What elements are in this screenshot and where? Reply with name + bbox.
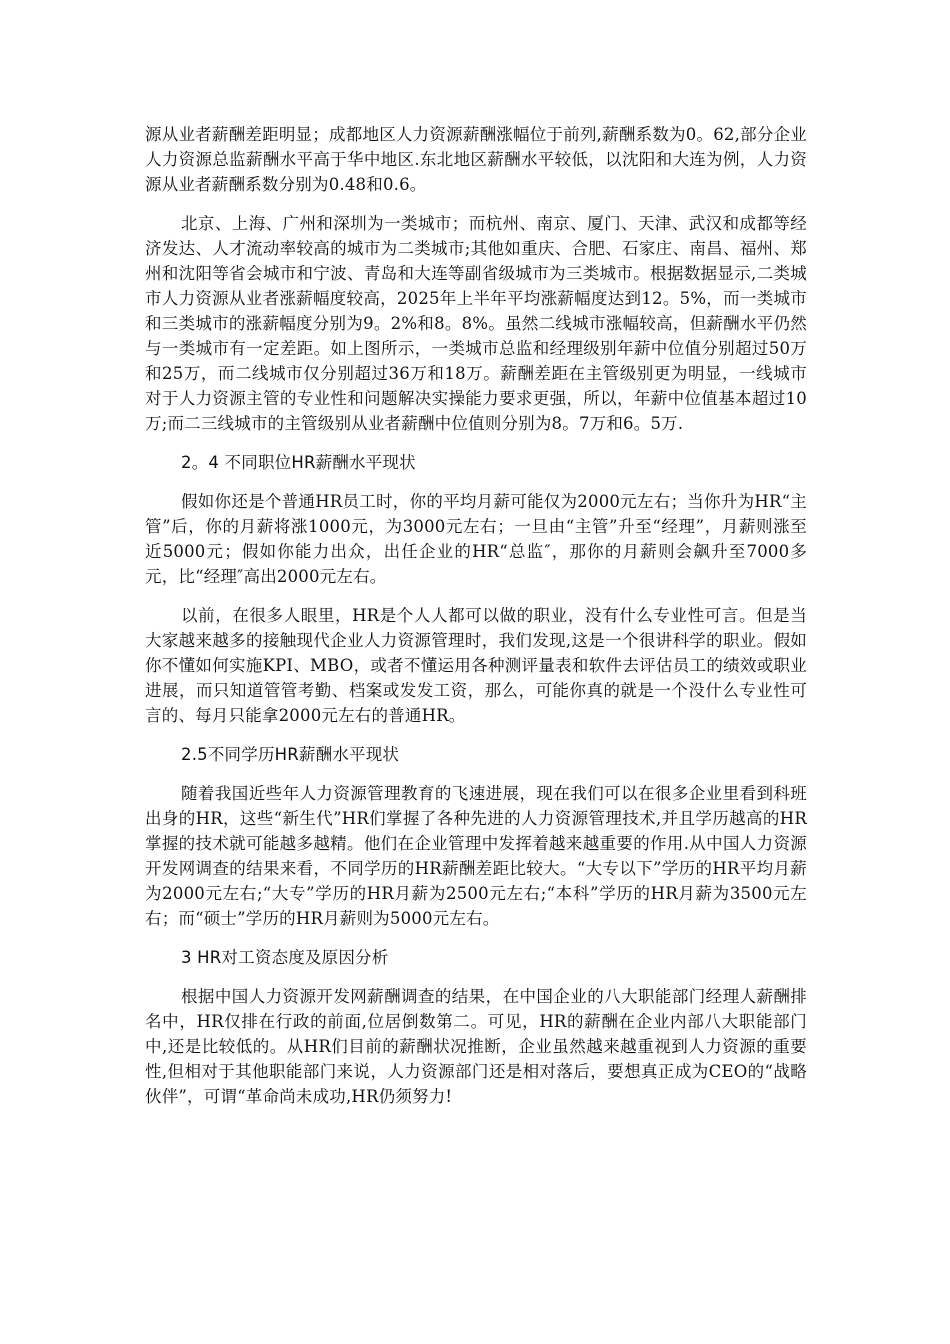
paragraph-3: 假如你还是个普通HR员工时，你的平均月薪可能仅为2000元左右；当你升为HR“主管”后，你的月薪将涨1000元，为3000元左右；一旦由“主管”升至“经理”，月薪则涨至近5000元；假如你能力出众，出任企业的HR“总监″，那你的月薪则会飙升至7000多元，比“经理″高出2000元左右。: [145, 492, 807, 586]
paragraph-2: 北京、上海、广州和深圳为一类城市；而杭州、南京、厦门、天津、武汉和成都等经济发达、人才流动率较高的城市为二类城市;其他如重庆、合肥、石家庄、南昌、福州、郑州和沈阳等省会城市和宁波、青岛和大连等副省级城市为三类城市。根据数据显示,二类城市人力资源从业者涨薪幅度较高，2025年上半年平均涨薪幅度达到12。5%，而一类城市和三类城市的涨薪幅度分别为9。2%和8。8%。虽然二线城市涨幅较高，但薪酬水平仍然与一类城市有一定差距。如上图所示，一类城市总监和经理级别年薪中位值分别超过50万和25万，而二线城市仅分别超过36万和18万。薪酬差距在主管级别更为明显，一线城市对于人力资源主管的专业性和问题解决实操能力要求更强，所以，年薪中位值基本超过10万;而二三线城市的主管级别从业者薪酬中位值则分别为8。7万和6。5万.: [145, 214, 807, 433]
document-page: [145, 122, 807, 1123]
paragraph-1: 源从业者薪酬差距明显；成都地区人力资源薪酬涨幅位于前列,薪酬系数为0。62,部分企业人力资源总监薪酬水平高于华中地区.东北地区薪酬水平较低，以沈阳和大连为例，人力资源从业者薪酬系数分别为0.48和0.6。: [145, 125, 807, 194]
paragraph-4: 以前，在很多人眼里，HR是个人人都可以做的职业，没有什么专业性可言。但是当大家越来越多的接触现代企业人力资源管理时，我们发现,这是一个很讲科学的职业。假如你不懂如何实施KPI、MBO，或者不懂运用各种测评量表和软件去评估员工的绩效或职业进展，而只知道管管考勤、档案或发发工资，那么，可能你真的就是一个没什么专业性可言的、每月只能拿2000元左右的普通HR。: [145, 606, 807, 725]
section-heading-3: 3 HR对工资态度及原因分析: [181, 948, 389, 967]
section-heading-2-4: 2。4 不同职位HR薪酬水平现状: [181, 453, 416, 472]
paragraph-6: 根据中国人力资源开发网薪酬调查的结果，在中国企业的八大职能部门经理人薪酬排名中，HR仅排在行政的前面,位居倒数第二。可见，HR的薪酬在企业内部八大职能部门中,还是比较低的。从HR们目前的薪酬状况推断，企业虽然越来越重视到人力资源的重要性,但相对于其他职能部门来说，人力资源部门还是相对落后，要想真正成为CEO的“战略伙伴”，可谓“革命尚未成功,HR仍须努力!: [145, 987, 807, 1106]
paragraph-5: 随着我国近些年人力资源管理教育的飞速进展，现在我们可以在很多企业里看到科班出身的HR，这些“新生代”HR们掌握了各种先进的人力资源管理技术,并且学历越高的HR掌握的技术就可能越多越精。他们在企业管理中发挥着越来越重要的作用.从中国人力资源开发网调查的结果来看，不同学历的HR薪酬差距比较大。“大专以下”学历的HR平均月薪为2000元左右;“大专”学历的HR月薪为2500元左右;“本科”学历的HR月薪为3500元左右；而“硕士”学历的HR月薪则为5000元左右。: [145, 784, 807, 928]
section-heading-2-5: 2.5不同学历HR薪酬水平现状: [181, 745, 400, 764]
